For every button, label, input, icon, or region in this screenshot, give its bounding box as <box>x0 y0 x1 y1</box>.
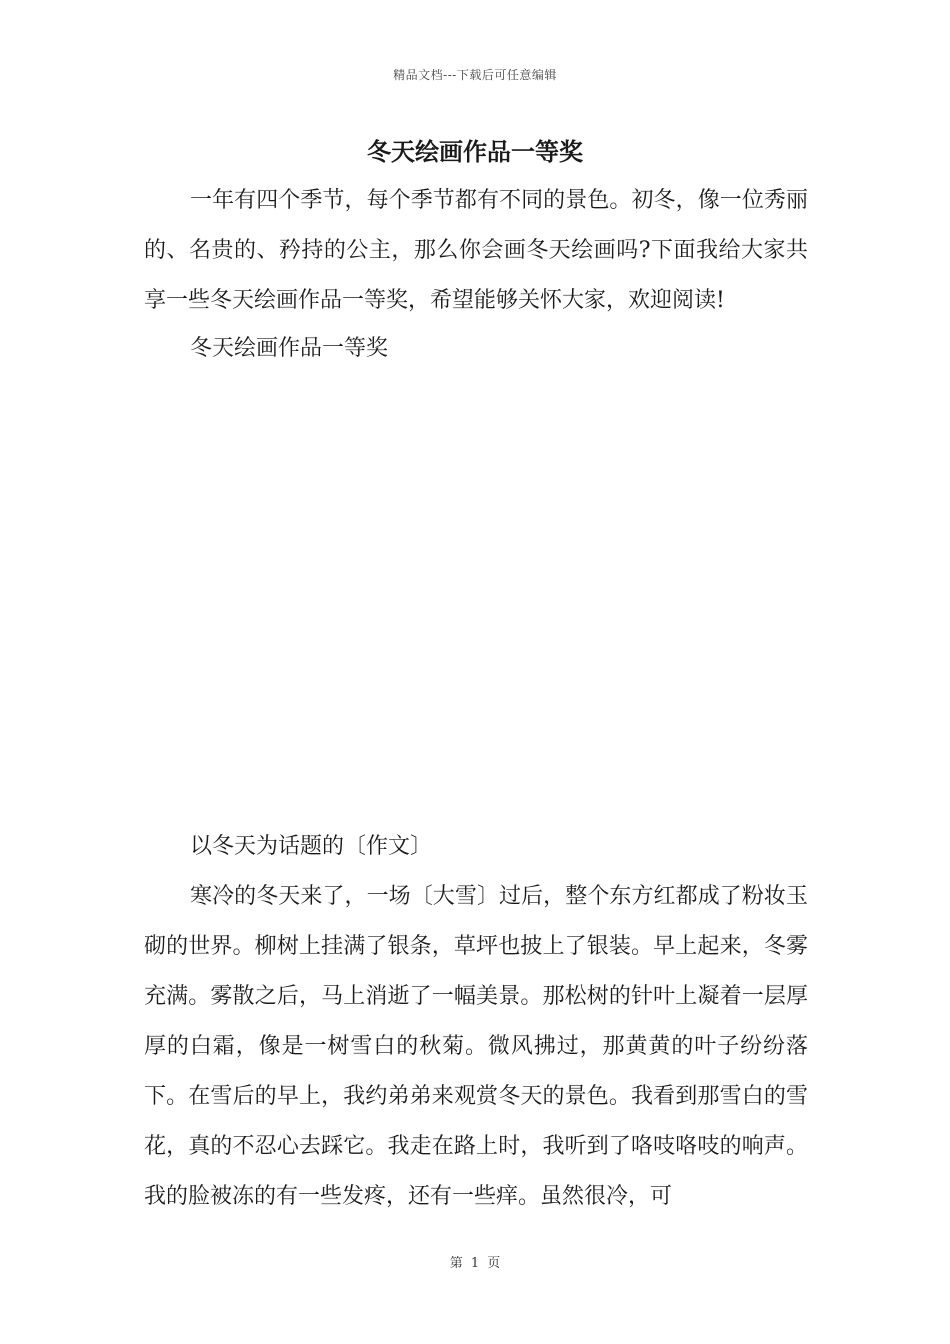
essay-heading: 以冬天为话题的〔作文〕 <box>190 834 433 859</box>
document-title: 冬天绘画作品一等奖 <box>367 137 583 166</box>
page-header: 精品文档---下载后可任意编辑 <box>393 68 557 82</box>
essay-paragraph: 寒冷的冬天来了，一场〔大雪〕过后，整个东方红都成了粉妆玉砌的世界。柳树上挂满了银条，草坪也披上了银装。早上起来，冬雾充满。雾散之后，马上消逝了一幅美景。那松树的针叶上凝着一层厚厚的白霜，像是一树雪白的秋菊。微风拂过，那黄黄的叶子纷纷落下。在雪后的早上，我约弟弟来观赏冬天的景色。我看到那雪白的雪花，真的不忍心去踩它。我走在路上时，我听到了咯吱咯吱的响声。我的脸被冻的有一些发疼，还有一些痒。虽然很冷，可 <box>144 884 808 1209</box>
intro-paragraph: 一年有四个季节，每个季节都有不同的景色。初冬，像一位秀丽的、名贵的、矜持的公主，那么你会画冬天绘画吗?下面我给大家共享一些冬天绘画作品一等奖，希望能够关怀大家，欢迎阅读! <box>144 188 808 313</box>
section-heading: 冬天绘画作品一等奖 <box>190 336 389 361</box>
page-number: 第 1 页 <box>449 1256 501 1271</box>
